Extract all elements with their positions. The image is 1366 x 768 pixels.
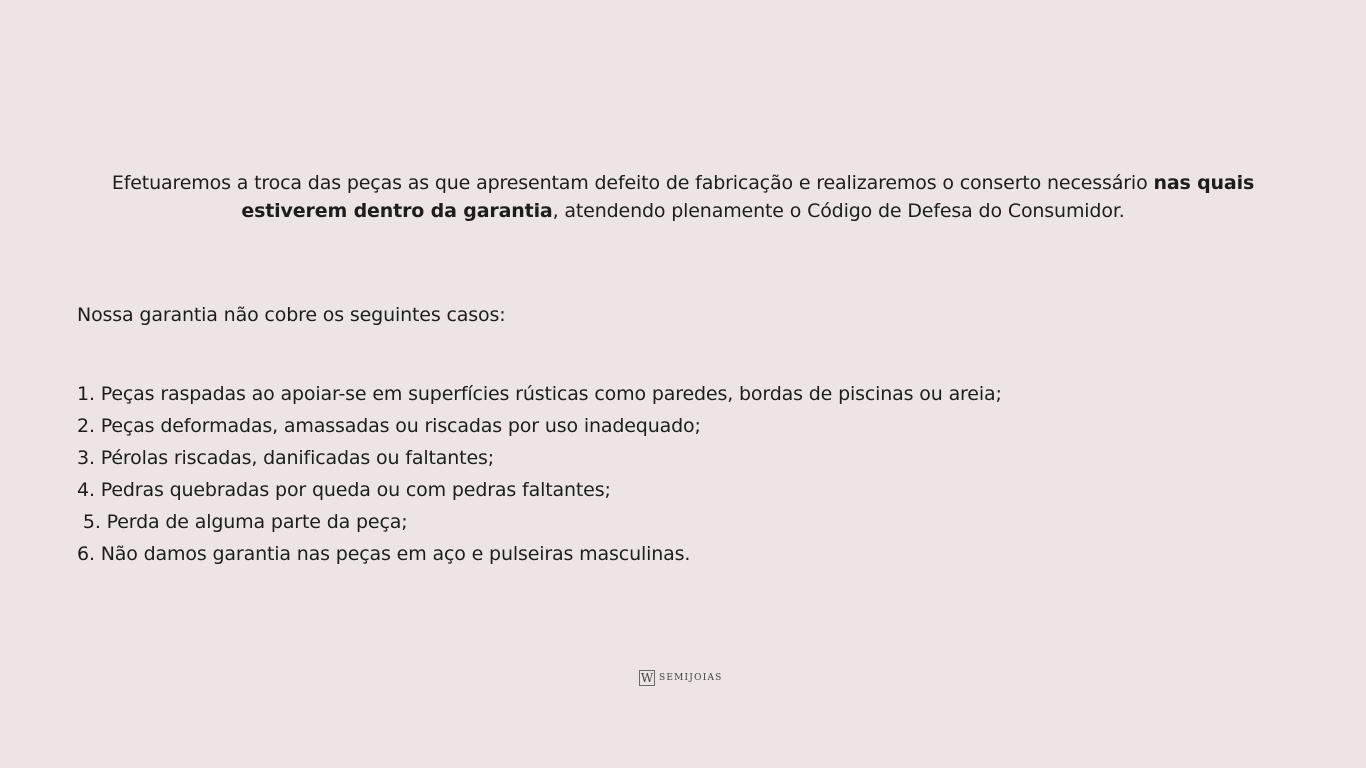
exclusion-item: 5. Perda de alguma parte da peça; (77, 511, 408, 533)
exclusion-item: 1. Peças raspadas ao apoiar-se em superfícies rústicas como paredes, bordas de piscinas ou areia; (77, 383, 1002, 405)
intro-bold-text: nas quais estiverem dentro da garantia (241, 172, 1255, 222)
exclusion-item: 4. Pedras quebradas por queda ou com pedras faltantes; (77, 479, 611, 501)
exclusion-item: 2. Peças deformadas, amassadas ou riscadas por uso inadequado; (77, 415, 701, 437)
intro-text-2: , atendendo plenamente o Código de Defesa do Consumidor. (552, 200, 1125, 222)
exclusions-heading: Nossa garantia não cobre os seguintes casos: (77, 304, 506, 326)
intro-text-1: Efetuaremos a troca das peças as que apresentam defeito de fabricação e realizaremos o conserto necessário (111, 172, 1154, 194)
exclusions-list (77, 378, 1002, 570)
exclusion-item: 6. Não damos garantia nas peças em aço e pulseiras masculinas. (77, 543, 691, 565)
warranty-intro (80, 169, 1286, 225)
logo-text: SEMIJOIAS (659, 673, 723, 683)
exclusion-item: 3. Pérolas riscadas, danificadas ou faltantes; (77, 447, 494, 469)
brand-logo (639, 670, 723, 686)
logo-mark-icon: W (640, 671, 654, 685)
